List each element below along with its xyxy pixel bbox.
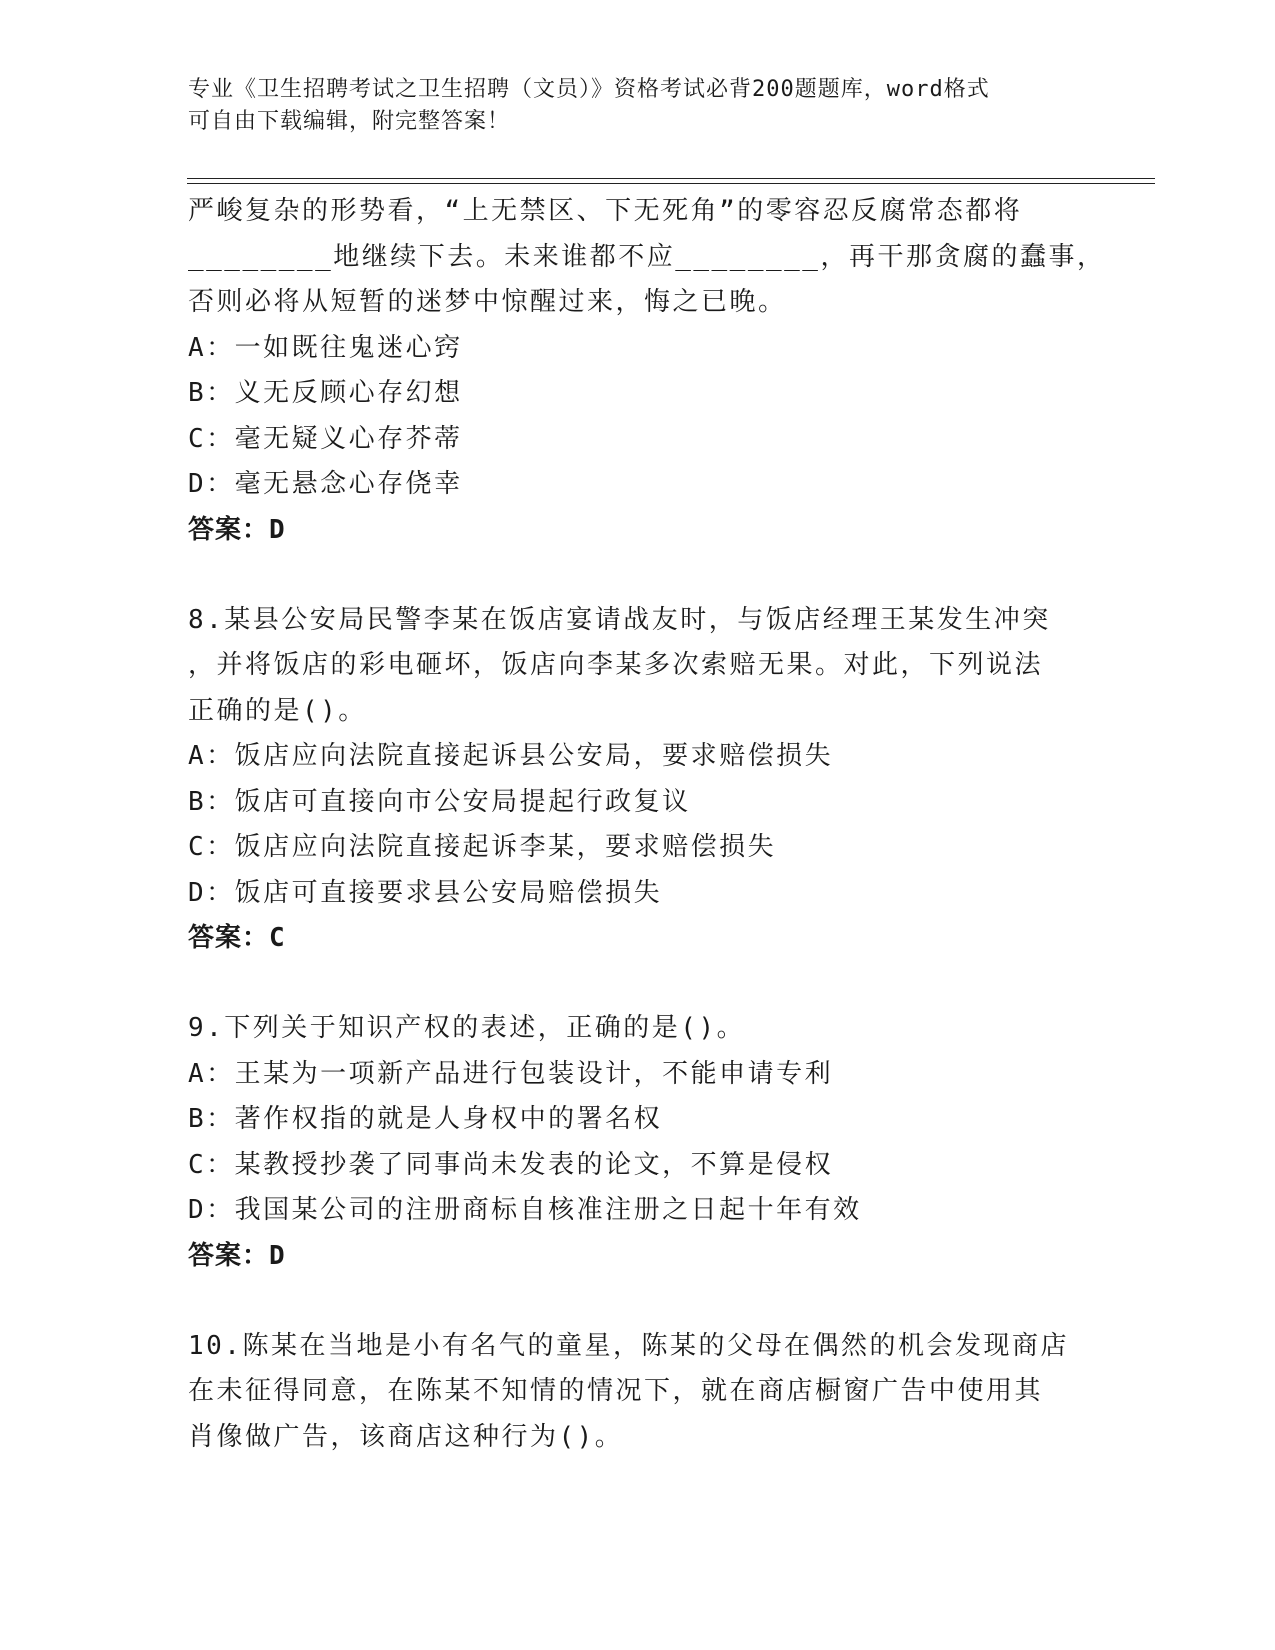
header-rule-top <box>187 178 1155 179</box>
answer-line: 答案：C <box>188 923 286 953</box>
document-header <box>188 74 1068 138</box>
question-stem-line: 8.某县公安局民警李某在饭店宴请战友时，与饭店经理王某发生冲突 <box>188 604 1051 635</box>
question-stem-line: 肖像做广告，该商店这种行为()。 <box>188 1421 624 1452</box>
option-c: C：毫无疑义心存芥蒂 <box>188 423 463 454</box>
question-10 <box>188 1324 1088 1461</box>
header-line-1: 专业《卫生招聘考试之卫生招聘（文员）》资格考试必背200题题库，word格式 <box>188 77 990 102</box>
question-stem-line: 正确的是()。 <box>188 695 367 726</box>
option-d: D：毫无悬念心存侥幸 <box>188 469 463 499</box>
question-8 <box>188 598 1088 962</box>
header-line-2: 可自由下载编辑，附完整答案！ <box>188 109 511 134</box>
question-9 <box>188 1006 1088 1279</box>
question-stem-line: ，并将饭店的彩电砸坏，饭店向李某多次索赔无果。对此，下列说法 <box>188 650 1044 680</box>
option-b: B：著作权指的就是人身权中的署名权 <box>188 1104 663 1134</box>
question-stem-line: 否则必将从短暂的迷梦中惊醒过来，悔之已晚。 <box>188 287 787 317</box>
option-b: B：义无反顾心存幻想 <box>188 378 463 408</box>
option-d: D：我国某公司的注册商标自核准注册之日起十年有效 <box>188 1195 862 1225</box>
question-7 <box>188 189 1106 553</box>
question-stem-line: 严峻复杂的形势看，“上无禁区、下无死角”的零容忍反腐常态都将 <box>188 196 1023 226</box>
question-list <box>188 189 1106 1460</box>
answer-line: 答案：D <box>188 1240 286 1271</box>
answer-line: 答案：D <box>188 514 286 545</box>
question-stem-line: 9.下列关于知识产权的表述，正确的是()。 <box>188 1013 746 1043</box>
question-stem-line: 在未征得同意，在陈某不知情的情况下，就在商店橱窗广告中使用其 <box>188 1376 1044 1406</box>
question-stem-line: ________地继续下去。未来谁都不应________，再干那贪腐的蠢事， <box>188 241 1106 272</box>
option-a: A：一如既往鬼迷心窍 <box>188 332 463 363</box>
option-c: C：饭店应向法院直接起诉李某，要求赔偿损失 <box>188 832 777 862</box>
option-a: A：王某为一项新产品进行包装设计，不能申请专利 <box>188 1058 834 1089</box>
header-rule-bottom <box>187 183 1155 184</box>
option-a: A：饭店应向法院直接起诉县公安局，要求赔偿损失 <box>188 741 834 771</box>
option-b: B：饭店可直接向市公安局提起行政复议 <box>188 786 691 817</box>
option-c: C：某教授抄袭了同事尚未发表的论文，不算是侵权 <box>188 1149 834 1180</box>
option-d: D：饭店可直接要求县公安局赔偿损失 <box>188 877 663 908</box>
question-stem-line: 10.陈某在当地是小有名气的童星，陈某的父母在偶然的机会发现商店 <box>188 1330 1069 1361</box>
